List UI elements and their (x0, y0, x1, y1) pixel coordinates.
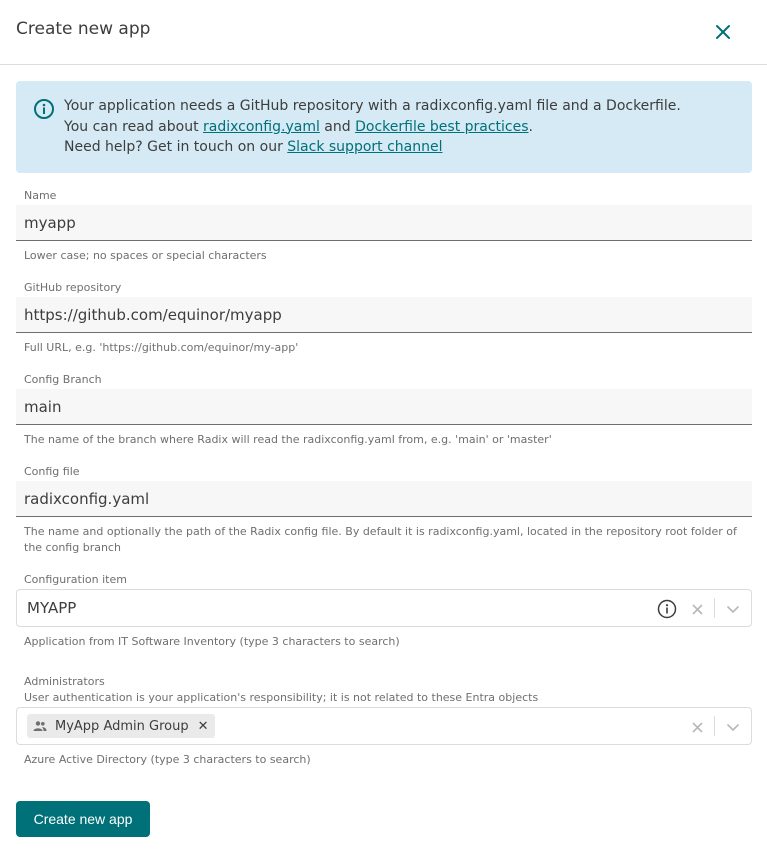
repo-label: GitHub repository (24, 281, 122, 294)
chip-remove-icon[interactable]: ✕ (197, 718, 209, 734)
config-item-label: Configuration item (24, 573, 127, 586)
branch-input[interactable]: main (16, 389, 752, 425)
create-app-button[interactable]: Create new app (16, 801, 150, 837)
close-button[interactable] (709, 18, 737, 46)
clear-icon (692, 604, 703, 615)
dialog-header (0, 0, 767, 65)
config-file-input[interactable]: radixconfig.yaml (16, 481, 752, 517)
dialog-title: Create new app (16, 19, 151, 39)
config-file-helper: The name and optionally the path of the Radix config file. By default it is radixconfig.yaml, located in the repository root folder of the config branch (24, 525, 737, 554)
clear-icon (692, 722, 703, 733)
dockerfile-best-practices-link[interactable]: Dockerfile best practices (355, 118, 529, 135)
radixconfig-link[interactable]: radixconfig.yaml (203, 118, 320, 135)
config-item-value: MYAPP (27, 599, 77, 617)
admins-sublabel: User authentication is your application's responsibility; it is not related to these Entra objects (24, 691, 539, 704)
config-item-helper: Application from IT Software Inventory (type 3 characters to search) (24, 635, 400, 648)
config-file-label: Config file (24, 465, 80, 478)
clear-button[interactable] (687, 717, 707, 737)
admins-helper: Azure Active Directory (type 3 characters to search) (24, 753, 311, 766)
chevron-down-icon (726, 605, 740, 614)
config-item-combobox[interactable] (16, 589, 752, 627)
admin-group-chip-label: MyApp Admin Group (55, 718, 189, 734)
admins-combobox[interactable] (16, 707, 752, 745)
admins-label: Administrators (24, 675, 105, 688)
name-helper: Lower case; no spaces or special characters (24, 249, 267, 262)
slack-support-link[interactable]: Slack support channel (287, 139, 443, 155)
repo-helper: Full URL, e.g. 'https://github.com/equinor/my-app' (24, 341, 299, 354)
info-icon[interactable] (657, 599, 677, 619)
group-icon (33, 719, 47, 733)
dropdown-button[interactable] (723, 717, 743, 737)
banner-line-3-prefix: Need help? Get in touch on our (64, 139, 288, 155)
banner-text (64, 96, 681, 158)
branch-label: Config Branch (24, 373, 102, 386)
banner-line-2-prefix: You can read about (64, 118, 204, 135)
dropdown-button[interactable] (723, 599, 743, 619)
chevron-down-icon (726, 723, 740, 732)
close-icon (715, 24, 731, 40)
divider (714, 716, 715, 736)
info-banner (16, 81, 752, 173)
repo-input[interactable]: https://github.com/equinor/myapp (16, 297, 752, 333)
banner-line-3 (64, 137, 681, 158)
banner-line-2 (64, 117, 681, 138)
banner-line-2-suffix: . (528, 118, 533, 135)
divider (714, 598, 715, 618)
info-icon (33, 98, 55, 120)
name-input[interactable]: myapp (16, 205, 752, 241)
banner-line-1: Your application needs a GitHub repository with a radixconfig.yaml file and a Dockerfile. (64, 98, 681, 114)
branch-helper: The name of the branch where Radix will read the radixconfig.yaml from, e.g. 'main' or 'master' (24, 433, 552, 446)
clear-button[interactable] (687, 599, 707, 619)
name-label: Name (24, 189, 57, 202)
banner-line-2-mid: and (319, 118, 356, 135)
admin-group-chip (27, 714, 215, 738)
